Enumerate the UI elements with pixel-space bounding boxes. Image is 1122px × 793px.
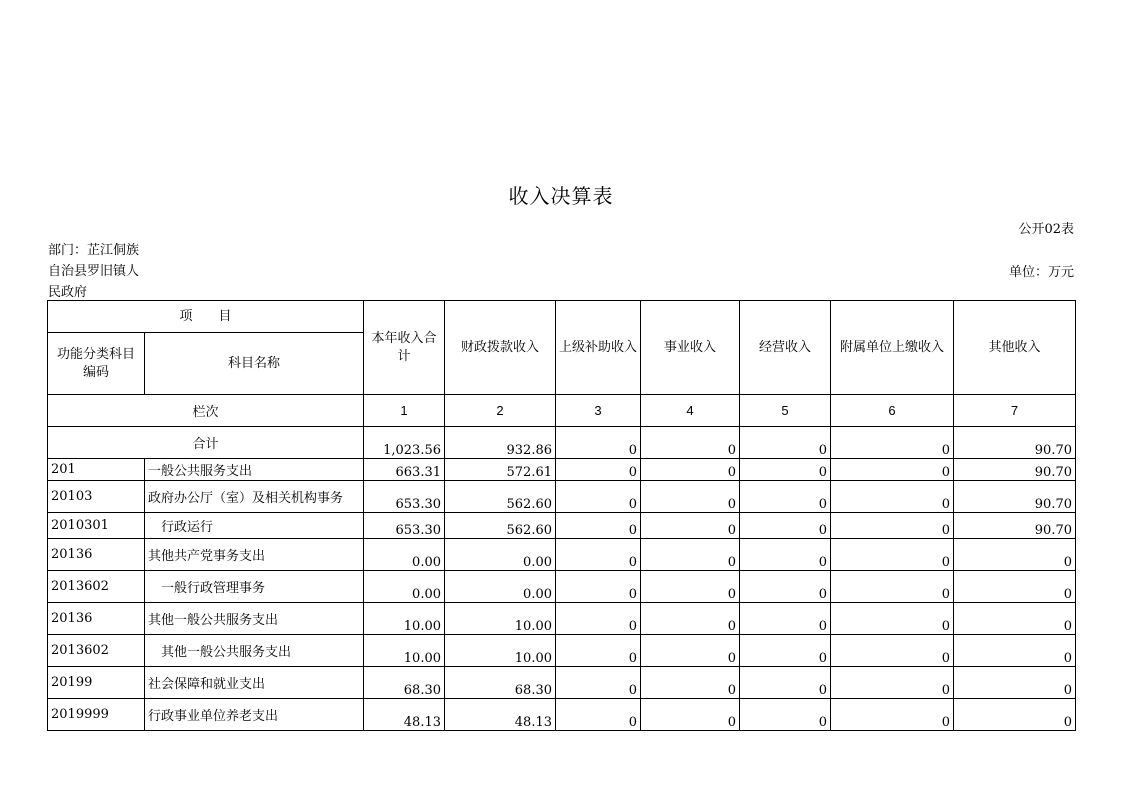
- row-value: 0: [740, 513, 831, 539]
- row-code: 20136: [48, 603, 145, 635]
- row-value: 653.30: [364, 513, 445, 539]
- seq-num: 1: [364, 395, 445, 427]
- row-value: 10.00: [445, 603, 556, 635]
- header-item: 项 目: [48, 301, 364, 333]
- row-value: 0: [954, 571, 1076, 603]
- row-value: 0: [740, 539, 831, 571]
- row-value: 0: [831, 481, 954, 513]
- page-title: 收入决算表: [508, 184, 614, 208]
- row-value: 48.13: [364, 699, 445, 731]
- row-code: 201: [48, 459, 145, 481]
- row-value: 10.00: [364, 603, 445, 635]
- income-table: [47, 300, 1076, 731]
- row-value: 0: [641, 667, 740, 699]
- seq-num: 6: [831, 395, 954, 427]
- row-value: 0.00: [445, 539, 556, 571]
- row-value: 0: [556, 603, 641, 635]
- seq-num: 5: [740, 395, 831, 427]
- row-name: 行政事业单位养老支出: [145, 699, 364, 731]
- total-value: 90.70: [954, 427, 1076, 459]
- header-col-4: 事业收入: [641, 301, 740, 395]
- row-value: 562.60: [445, 481, 556, 513]
- row-value: 0: [740, 667, 831, 699]
- header-col-6: 附属单位上缴收入: [831, 301, 954, 395]
- row-value: 0: [831, 513, 954, 539]
- row-value: 0: [556, 699, 641, 731]
- row-value: 653.30: [364, 481, 445, 513]
- row-value: 0: [831, 667, 954, 699]
- row-name: 一般公共服务支出: [145, 459, 364, 481]
- row-value: 0: [831, 539, 954, 571]
- row-name: 政府办公厅（室）及相关机构事务: [145, 481, 364, 513]
- row-value: 0: [831, 603, 954, 635]
- row-value: 0: [740, 603, 831, 635]
- row-name: 其他共产党事务支出: [145, 539, 364, 571]
- row-value: 0: [954, 635, 1076, 667]
- row-value: 90.70: [954, 513, 1076, 539]
- row-name: 社会保障和就业支出: [145, 667, 364, 699]
- row-value: 0: [831, 459, 954, 481]
- row-value: 10.00: [364, 635, 445, 667]
- row-code: 2010301: [48, 513, 145, 539]
- row-value: 0.00: [364, 539, 445, 571]
- row-value: 90.70: [954, 481, 1076, 513]
- row-value: 68.30: [364, 667, 445, 699]
- total-value: 1,023.56: [364, 427, 445, 459]
- row-value: 0: [831, 699, 954, 731]
- table-row: [48, 481, 1076, 513]
- row-value: 0: [641, 571, 740, 603]
- header-col-2: 财政拨款收入: [445, 301, 556, 395]
- row-value: 572.61: [445, 459, 556, 481]
- department-label: [48, 240, 139, 303]
- row-value: 562.60: [445, 513, 556, 539]
- row-value: 48.13: [445, 699, 556, 731]
- row-value: 0: [740, 699, 831, 731]
- row-value: 0: [831, 571, 954, 603]
- row-value: 0: [641, 539, 740, 571]
- row-value: 0: [740, 635, 831, 667]
- row-value: 0: [556, 459, 641, 481]
- row-value: 0: [954, 539, 1076, 571]
- row-value: 0: [954, 667, 1076, 699]
- department-line: 自治县罗旧镇人: [48, 264, 140, 279]
- table-row: [48, 699, 1076, 731]
- header-col-3: 上级补助收入: [556, 301, 641, 395]
- row-value: 0: [556, 571, 641, 603]
- table-row: [48, 513, 1076, 539]
- table-row: [48, 667, 1076, 699]
- row-value: 0: [556, 513, 641, 539]
- row-value: 0: [641, 481, 740, 513]
- total-value: 0: [556, 427, 641, 459]
- total-value: 0: [641, 427, 740, 459]
- total-value: 0: [740, 427, 831, 459]
- table-row: [48, 539, 1076, 571]
- table-row: [48, 603, 1076, 635]
- row-value: 10.00: [445, 635, 556, 667]
- row-code: 20103: [48, 481, 145, 513]
- seq-num: 2: [445, 395, 556, 427]
- row-value: 0: [556, 481, 641, 513]
- row-value: 0: [556, 539, 641, 571]
- row-value: 0: [556, 635, 641, 667]
- row-code: 2013602: [48, 571, 145, 603]
- row-value: 0: [954, 603, 1076, 635]
- row-value: 0: [740, 571, 831, 603]
- total-value: 0: [831, 427, 954, 459]
- row-value: 0: [740, 481, 831, 513]
- seq-num: 4: [641, 395, 740, 427]
- row-name: 其他一般公共服务支出: [145, 603, 364, 635]
- total-row: [48, 427, 1076, 459]
- row-code: 20136: [48, 539, 145, 571]
- header-col-7: 其他收入: [954, 301, 1076, 395]
- total-value: 932.86: [445, 427, 556, 459]
- row-code: 2019999: [48, 699, 145, 731]
- row-value: 0: [954, 699, 1076, 731]
- row-value: 0: [641, 513, 740, 539]
- header-name: 科目名称: [145, 333, 364, 395]
- seq-num: 3: [556, 395, 641, 427]
- department-line: 民政府: [48, 285, 88, 300]
- row-name: 一般行政管理事务: [145, 571, 364, 603]
- seq-num: 7: [954, 395, 1076, 427]
- row-value: 0: [831, 635, 954, 667]
- row-name: 其他一般公共服务支出: [145, 635, 364, 667]
- row-value: 0: [641, 635, 740, 667]
- row-value: 0.00: [364, 571, 445, 603]
- total-label: 合计: [48, 427, 364, 459]
- table-row: [48, 635, 1076, 667]
- row-value: 0: [641, 603, 740, 635]
- header-col-5: 经营收入: [740, 301, 831, 395]
- department-line: 部门：芷江侗族: [48, 243, 140, 258]
- row-value: 0.00: [445, 571, 556, 603]
- form-number: 公开02表: [1018, 222, 1074, 237]
- unit-label: 单位：万元: [1008, 265, 1074, 280]
- table-row: [48, 571, 1076, 603]
- row-value: 0: [556, 667, 641, 699]
- seq-label: 栏次: [48, 395, 364, 427]
- row-value: 0: [641, 459, 740, 481]
- header-col-1: 本年收入合计: [364, 301, 445, 395]
- header-code: 功能分类科目编码: [48, 333, 145, 395]
- row-code: 20199: [48, 667, 145, 699]
- row-value: 663.31: [364, 459, 445, 481]
- row-value: 0: [641, 699, 740, 731]
- row-code: 2013602: [48, 635, 145, 667]
- row-value: 68.30: [445, 667, 556, 699]
- row-name: 行政运行: [145, 513, 364, 539]
- row-value: 90.70: [954, 459, 1076, 481]
- row-value: 0: [740, 459, 831, 481]
- table-row: [48, 459, 1076, 481]
